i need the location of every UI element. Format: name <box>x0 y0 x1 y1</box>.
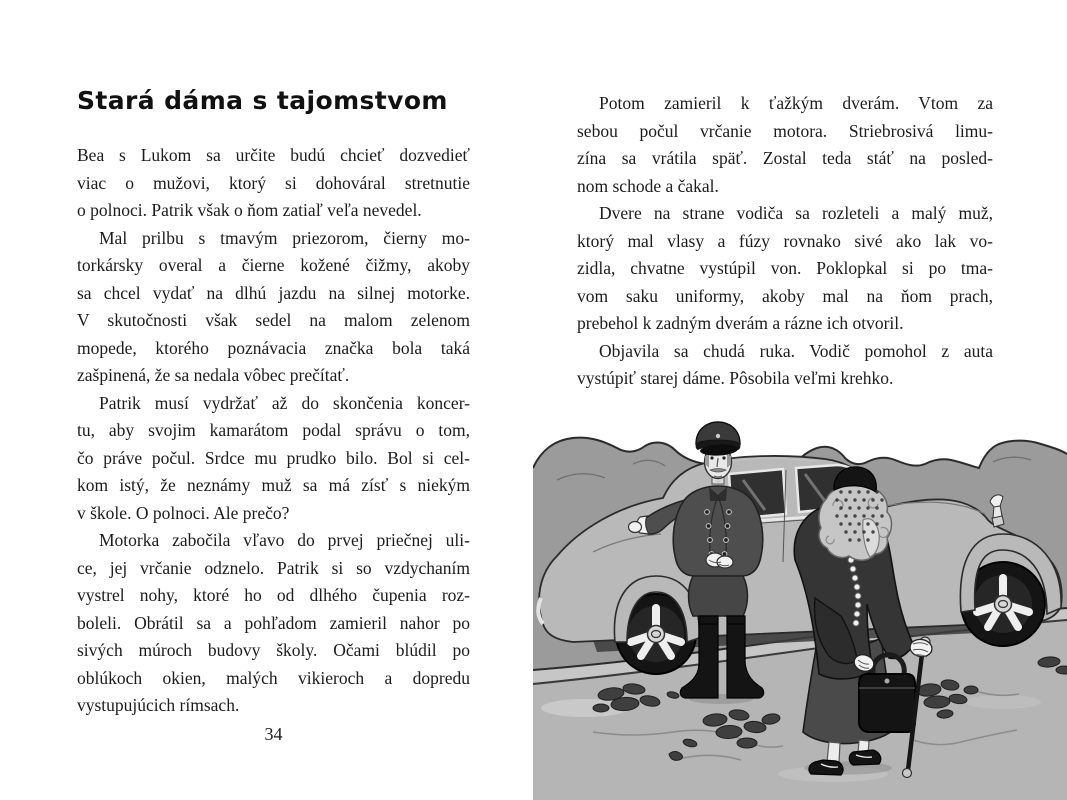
text-line: Dvere na strane vodiča sa rozleteli a malý muž, <box>599 203 993 223</box>
paragraph <box>577 200 993 338</box>
right-page-text <box>577 90 993 393</box>
text-line: boleli. Obrátil sa a pohľadom zamieril nahor po <box>77 612 470 633</box>
paragraph <box>77 527 470 720</box>
text-line: viac o mužovi, ktorý si dohováral stretnutie <box>77 172 470 193</box>
text-line: sivých múroch budovy školy. Očami blúdil po <box>77 640 470 660</box>
page-number: 34 <box>264 724 283 744</box>
text-line: sebou počul vrčanie motora. Striebrosivá limu- <box>577 120 993 141</box>
text-line: zidla, chvatne vystúpil von. Poklopkal si po tma- <box>577 258 993 278</box>
text-line: V skutočnosti však sedel na malom zelenom <box>77 310 470 330</box>
text-line: tu, aby svojim kamarátom podal správu o tom, <box>77 420 470 440</box>
text-line: o polnoci. Patrik však o ňom zatiaľ veľa nevedel. <box>77 200 422 220</box>
rear-wheel <box>614 576 699 674</box>
text-line: zašpinená, že sa nedala vôbec prečítať. <box>77 365 350 385</box>
text-line: Patrik musí vydržať až do skončenia koncer- <box>99 392 470 413</box>
text-line: prebehol k zadným dverám a rázne ich otvoril. <box>577 313 904 333</box>
paragraph <box>77 225 470 390</box>
text-line: kom istý, že neznámy muž sa má zísť s niekým <box>77 475 470 495</box>
chapter-heading: Stará dáma s tajomstvom <box>77 86 448 115</box>
text-line: čo práve počul. Srdce mu prudko bilo. Bol si cel- <box>77 447 470 468</box>
text-line: vystupujúcich rímsach. <box>77 695 240 715</box>
text-line: Bea s Lukom sa určite budú chcieť dozvedieť <box>77 145 470 165</box>
text-line: sa chcel vydať na dlhú jazdu na silnej motorke. <box>77 282 470 303</box>
text-line: mopede, ktorého poznávacia značka bola taká <box>77 337 470 358</box>
paragraph <box>77 390 470 528</box>
text-line: zína sa vrátila späť. Zostal teda stáť na posled- <box>577 148 993 168</box>
paragraph <box>77 142 470 225</box>
text-line: torkársky overal a čierne kožené čižmy, akoby <box>77 255 470 275</box>
text-line: vystrel nohy, ktoré ho od dlhého čupenia roz- <box>77 585 470 605</box>
text-line: oblúkoch okien, malých vikieroch a dopredu <box>77 667 470 688</box>
right-page-column <box>577 90 993 393</box>
text-line: vystúpiť starej dáme. Pôsobila veľmi krehko. <box>577 368 894 388</box>
text-line: Objavila sa chudá ruka. Vodič pomohol z auta <box>599 340 993 361</box>
text-line: nom schode a čakal. <box>577 175 719 196</box>
text-line: ce, jej vrčanie odznelo. Patrik si so vzdychaním <box>77 557 470 578</box>
chauffeur-cap <box>696 422 741 456</box>
left-page-column <box>77 86 470 720</box>
text-line: Motorka zabočila vľavo do prvej priečnej uli- <box>99 530 470 550</box>
paragraph <box>577 338 993 393</box>
text-line: ktorý mal vlasy a fúzy rovnako sivé ako lak vo- <box>577 230 993 251</box>
text-line: Potom zamieril k ťažkým dverám. Vtom za <box>599 93 993 113</box>
text-line: v škole. O polnoci. Ale prečo? <box>77 502 290 523</box>
left-page-text <box>77 142 470 720</box>
illustration <box>533 402 1067 800</box>
text-line: Mal prilbu s tmavým priezorom, čierny mo- <box>99 227 470 248</box>
paragraph <box>577 90 993 200</box>
text-line: vom saku uniformy, akoby mal na ňom prach, <box>577 285 993 306</box>
